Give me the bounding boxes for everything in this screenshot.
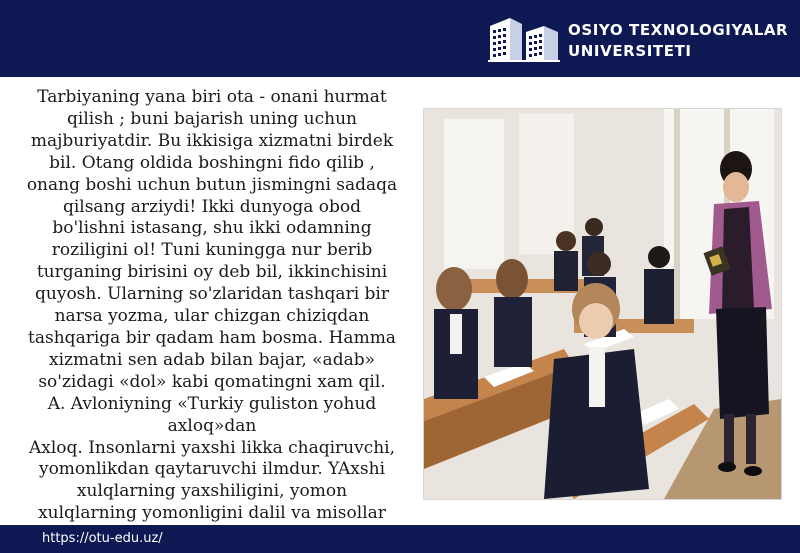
text-line: Tarbiyaning yana biri ota - onani hurmat xyxy=(37,87,387,107)
text-line: bo'lishni istasang, shu ikki odamning xyxy=(52,218,372,239)
text-line: yomonlikdan qaytaruvchi ilmdur. YAxshi xyxy=(38,459,386,480)
university-name-line1: OSIYO TEXNOLOGIYALAR xyxy=(568,21,789,39)
university-name-line2: UNIVERSITETI xyxy=(568,42,692,60)
classroom-photo xyxy=(423,108,782,500)
website-link[interactable]: https://otu-edu.uz/ xyxy=(42,531,163,546)
text-line: bil. Otang oldida boshingni fido qilib , xyxy=(49,152,375,173)
text-line: roziligini ol! Tuni kuningga nur berib xyxy=(51,240,373,261)
text-line: majburiyatdir. Bu ikkisiga xizmatni birdek xyxy=(30,130,394,151)
text-line: A. Avloniyning «Turkiy guliston yohud xyxy=(47,393,377,414)
text-line: narsa yozma, ular chizgan chiziqdan xyxy=(54,306,370,327)
article-text xyxy=(12,87,412,525)
text-line: Axloq. Insonlarni yaxshi likka chaqiruvchi, xyxy=(28,437,396,458)
text-line: tashqariga bir qadam ham bosma. Hamma xyxy=(28,327,396,348)
text-line: qilsang arziydi! Ikki dunyoga obod xyxy=(62,196,362,217)
text-line: onang boshi uchun butun jismingni sadaqa xyxy=(26,174,398,195)
university-building-icon xyxy=(488,16,560,62)
text-line: so'zidagi «dol» kabi qomatingni xam qil. xyxy=(38,371,386,392)
text-line: axloq»dan xyxy=(167,415,257,436)
header-bar xyxy=(0,0,800,77)
text-line: xulqlarning yomonligini dalil va misollar xyxy=(38,503,386,524)
text-line: turganing birisini oy deb bil, ikkinchisini xyxy=(36,262,388,283)
text-line: xulqlarning yaxshiligini, yomon xyxy=(76,481,348,502)
university-name xyxy=(568,20,788,62)
text-line: xizmatni sen adab bilan bajar, «adab» xyxy=(48,349,375,370)
text-line: quyosh. Ularning so'zlaridan tashqari bir xyxy=(35,284,389,305)
text-line: qilish ; buni bajarish uning uchun xyxy=(67,108,357,129)
